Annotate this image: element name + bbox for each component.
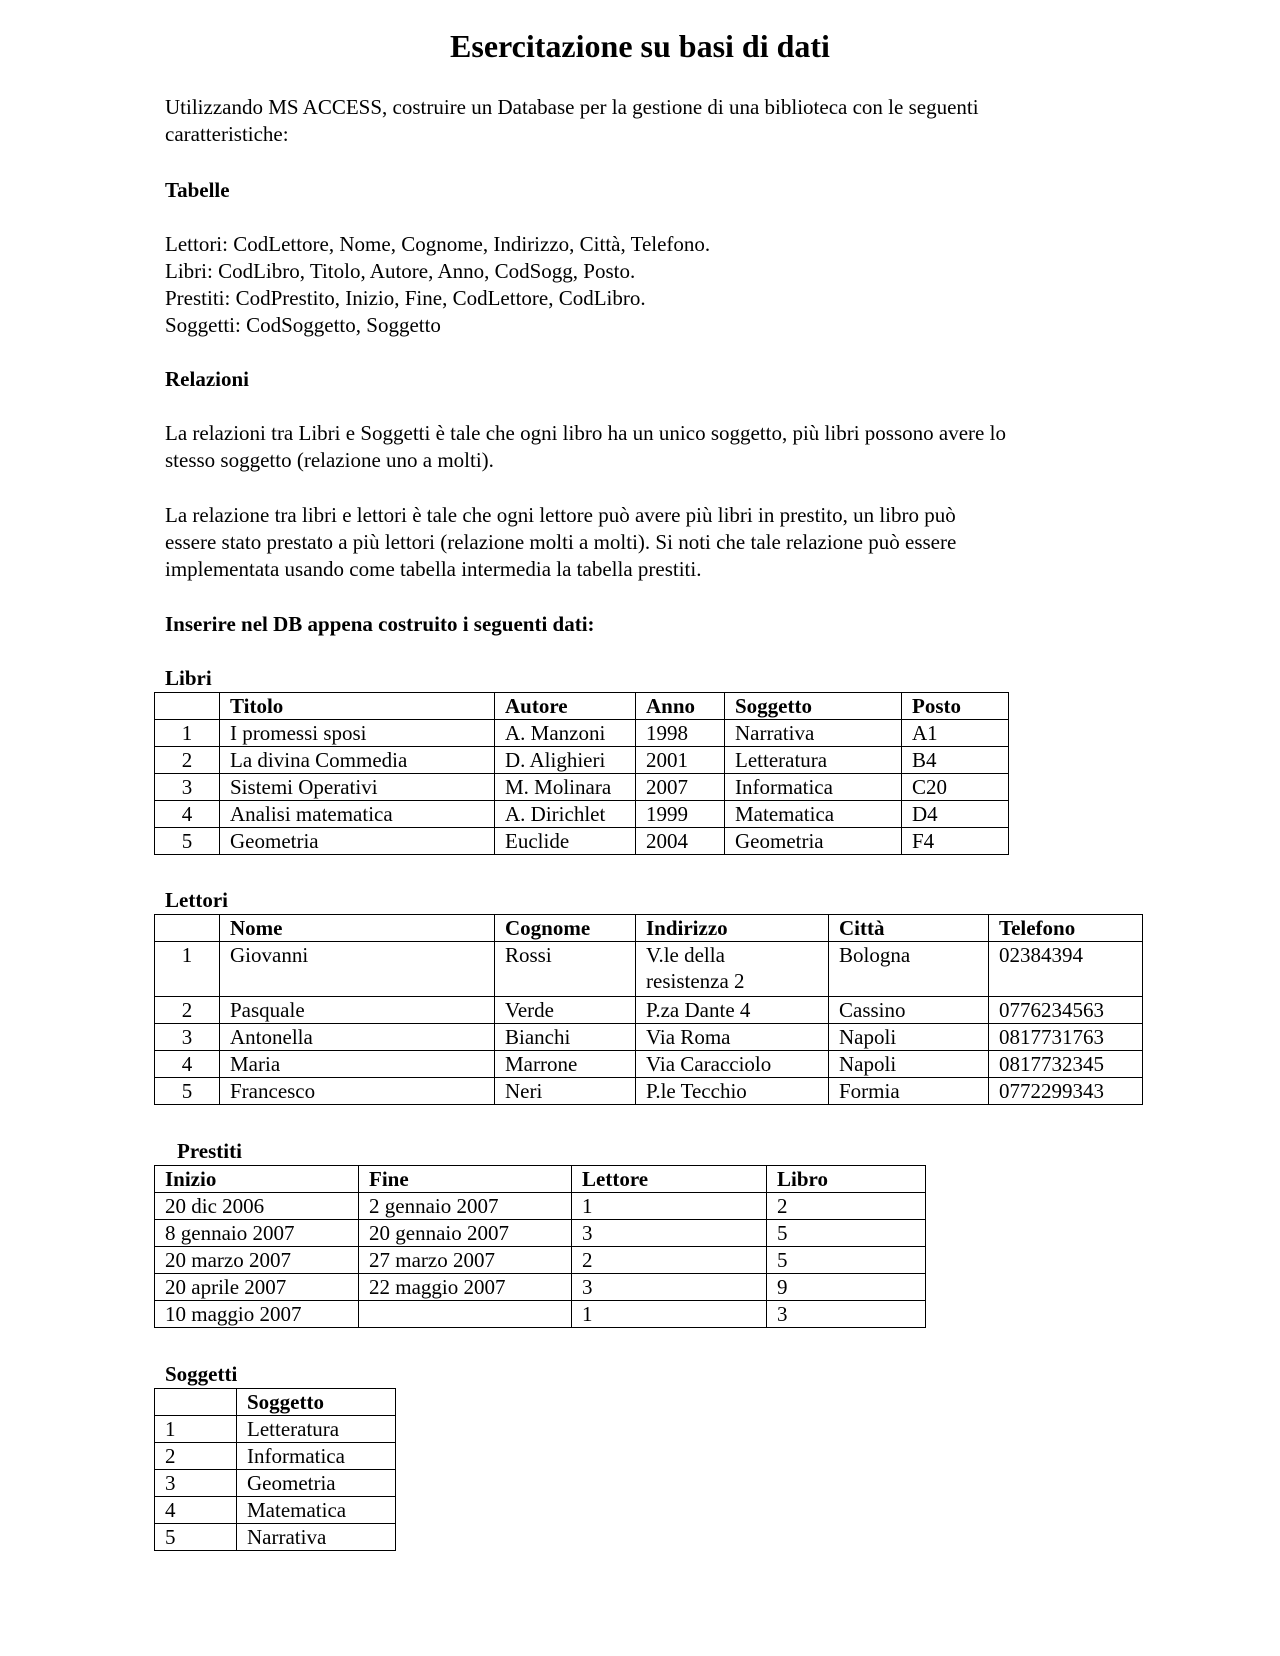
table-cell — [636, 942, 829, 997]
libri-caption: Libri — [165, 666, 212, 690]
lettori-table — [154, 914, 1143, 1105]
tabelle-line: Soggetti: CodSoggetto, Soggetto — [165, 313, 441, 337]
table-cell: 2004 — [636, 828, 725, 855]
column-header: Titolo — [220, 693, 495, 720]
table-cell: 0772299343 — [989, 1078, 1143, 1105]
column-header — [155, 693, 220, 720]
table-cell: 0776234563 — [989, 997, 1143, 1024]
table-cell: 10 maggio 2007 — [155, 1301, 359, 1328]
table-cell: Matematica — [725, 801, 902, 828]
table-cell: Napoli — [829, 1051, 989, 1078]
table-cell: La divina Commedia — [220, 747, 495, 774]
table-cell — [359, 1301, 572, 1328]
table-cell: F4 — [902, 828, 1009, 855]
relazioni-line: La relazione tra libri e lettori è tale che ogni lettore può avere più libri in prestito, un libro può — [165, 503, 956, 527]
table-cell: 2 — [767, 1193, 926, 1220]
table-cell: 2 — [155, 1443, 237, 1470]
column-header: Libro — [767, 1166, 926, 1193]
table-cell: 3 — [155, 1470, 237, 1497]
table-cell: 5 — [155, 1524, 237, 1551]
tabelle-line: Libri: CodLibro, Titolo, Autore, Anno, CodSogg, Posto. — [165, 259, 636, 283]
table-cell: 5 — [155, 1078, 220, 1105]
table-cell: A. Manzoni — [495, 720, 636, 747]
table-row — [155, 997, 1143, 1024]
table-cell: Antonella — [220, 1024, 495, 1051]
table-cell: 2001 — [636, 747, 725, 774]
table-row — [155, 720, 1009, 747]
table-cell: 20 aprile 2007 — [155, 1274, 359, 1301]
soggetti-caption: Soggetti — [165, 1362, 238, 1386]
table-cell: 02384394 — [989, 942, 1143, 997]
lettori-caption: Lettori — [165, 888, 228, 912]
table-cell: Geometria — [725, 828, 902, 855]
cell-line: resistenza 2 — [646, 969, 745, 993]
table-cell: 1 — [572, 1301, 767, 1328]
column-header: Anno — [636, 693, 725, 720]
table-cell: Informatica — [725, 774, 902, 801]
table-cell: 3 — [572, 1274, 767, 1301]
table-cell: 4 — [155, 1051, 220, 1078]
table-header-row — [155, 1166, 926, 1193]
table-cell: I promessi sposi — [220, 720, 495, 747]
table-row — [155, 1301, 926, 1328]
column-header: Indirizzo — [636, 915, 829, 942]
table-row — [155, 828, 1009, 855]
table-cell: Matematica — [237, 1497, 396, 1524]
table-row — [155, 1051, 1143, 1078]
table-row — [155, 1078, 1143, 1105]
table-cell: B4 — [902, 747, 1009, 774]
table-header-row — [155, 915, 1143, 942]
page-title: Esercitazione su basi di dati — [450, 28, 830, 64]
table-cell: 5 — [767, 1220, 926, 1247]
table-cell: Letteratura — [725, 747, 902, 774]
table-row — [155, 1274, 926, 1301]
table-row — [155, 1524, 396, 1551]
table-cell: M. Molinara — [495, 774, 636, 801]
table-row — [155, 1416, 396, 1443]
intro-line: Utilizzando MS ACCESS, costruire un Database per la gestione di una biblioteca con le seguenti — [165, 95, 979, 119]
table-cell: 2 — [155, 997, 220, 1024]
table-cell: Narrativa — [237, 1524, 396, 1551]
table-row — [155, 774, 1009, 801]
table-row — [155, 1024, 1143, 1051]
table-cell: D4 — [902, 801, 1009, 828]
column-header: Nome — [220, 915, 495, 942]
table-cell: C20 — [902, 774, 1009, 801]
table-cell: Via Caracciolo — [636, 1051, 829, 1078]
table-cell: 5 — [767, 1247, 926, 1274]
relazioni-line: essere stato prestato a più lettori (relazione molti a molti). Si noti che tale relazione può essere — [165, 530, 957, 554]
relazioni-paragraph-2 — [165, 502, 1125, 583]
table-header-row — [155, 693, 1009, 720]
table-cell: Sistemi Operativi — [220, 774, 495, 801]
tabelle-line: Prestiti: CodPrestito, Inizio, Fine, CodLettore, CodLibro. — [165, 286, 646, 310]
column-header: Lettore — [572, 1166, 767, 1193]
table-cell: Letteratura — [237, 1416, 396, 1443]
prestiti-caption: Prestiti — [177, 1139, 242, 1163]
column-header — [155, 1389, 237, 1416]
table-cell: Via Roma — [636, 1024, 829, 1051]
column-header: Fine — [359, 1166, 572, 1193]
table-cell: 2007 — [636, 774, 725, 801]
table-cell: 20 marzo 2007 — [155, 1247, 359, 1274]
relazioni-heading: Relazioni — [165, 367, 249, 391]
table-cell: Formia — [829, 1078, 989, 1105]
table-header-row — [155, 1389, 396, 1416]
tabelle-heading: Tabelle — [165, 178, 230, 202]
relazioni-line: La relazioni tra Libri e Soggetti è tale che ogni libro ha un unico soggetto, più libri possono avere lo — [165, 421, 1006, 445]
table-cell: 9 — [767, 1274, 926, 1301]
table-cell: 3 — [155, 1024, 220, 1051]
table-cell: Giovanni — [220, 942, 495, 997]
table-cell: 8 gennaio 2007 — [155, 1220, 359, 1247]
column-header: Inizio — [155, 1166, 359, 1193]
table-row — [155, 1220, 926, 1247]
intro-line: caratteristiche: — [165, 122, 289, 146]
table-cell: Analisi matematica — [220, 801, 495, 828]
table-cell: Francesco — [220, 1078, 495, 1105]
table-cell: Bologna — [829, 942, 989, 997]
table-row — [155, 1193, 926, 1220]
column-header: Soggetto — [725, 693, 902, 720]
column-header: Soggetto — [237, 1389, 396, 1416]
table-cell: 1 — [572, 1193, 767, 1220]
table-row — [155, 1443, 396, 1470]
relazioni-line: implementata usando come tabella intermedia la tabella prestiti. — [165, 557, 702, 581]
table-cell: 1 — [155, 720, 220, 747]
table-cell: Euclide — [495, 828, 636, 855]
tabelle-list — [165, 231, 1125, 339]
table-cell: 3 — [767, 1301, 926, 1328]
prestiti-table — [154, 1165, 926, 1328]
table-cell: Verde — [495, 997, 636, 1024]
soggetti-table — [154, 1388, 396, 1551]
column-header: Autore — [495, 693, 636, 720]
table-cell: 1 — [155, 1416, 237, 1443]
table-cell: 1999 — [636, 801, 725, 828]
column-header: Posto — [902, 693, 1009, 720]
table-row — [155, 1247, 926, 1274]
table-cell: 1998 — [636, 720, 725, 747]
table-cell: Pasquale — [220, 997, 495, 1024]
table-cell: 2 gennaio 2007 — [359, 1193, 572, 1220]
insert-heading: Inserire nel DB appena costruito i seguenti dati: — [165, 612, 595, 636]
table-cell: Maria — [220, 1051, 495, 1078]
table-cell: 4 — [155, 1497, 237, 1524]
column-header: Cognome — [495, 915, 636, 942]
table-cell: 27 marzo 2007 — [359, 1247, 572, 1274]
table-row — [155, 1470, 396, 1497]
column-header: Città — [829, 915, 989, 942]
table-cell: D. Alighieri — [495, 747, 636, 774]
libri-table — [154, 692, 1009, 855]
column-header — [155, 915, 220, 942]
cell-line: V.le della — [646, 943, 725, 967]
table-cell: 3 — [155, 774, 220, 801]
table-cell: 0817732345 — [989, 1051, 1143, 1078]
table-cell: 20 dic 2006 — [155, 1193, 359, 1220]
table-cell: Geometria — [237, 1470, 396, 1497]
table-cell: P.za Dante 4 — [636, 997, 829, 1024]
table-cell: 20 gennaio 2007 — [359, 1220, 572, 1247]
table-cell: Neri — [495, 1078, 636, 1105]
table-cell: 0817731763 — [989, 1024, 1143, 1051]
table-cell: Cassino — [829, 997, 989, 1024]
table-row — [155, 942, 1143, 997]
table-cell: Informatica — [237, 1443, 396, 1470]
table-cell: P.le Tecchio — [636, 1078, 829, 1105]
table-cell: Narrativa — [725, 720, 902, 747]
table-cell: Napoli — [829, 1024, 989, 1051]
table-cell: 4 — [155, 801, 220, 828]
table-row — [155, 801, 1009, 828]
tabelle-line: Lettori: CodLettore, Nome, Cognome, Indirizzo, Città, Telefono. — [165, 232, 711, 256]
table-cell: Rossi — [495, 942, 636, 997]
table-row — [155, 1497, 396, 1524]
table-row — [155, 747, 1009, 774]
table-cell: Marrone — [495, 1051, 636, 1078]
table-cell: A1 — [902, 720, 1009, 747]
table-cell: 2 — [155, 747, 220, 774]
table-cell: 1 — [155, 942, 220, 997]
table-cell: Bianchi — [495, 1024, 636, 1051]
table-cell: 3 — [572, 1220, 767, 1247]
table-cell: 5 — [155, 828, 220, 855]
table-cell: 22 maggio 2007 — [359, 1274, 572, 1301]
relazioni-line: stesso soggetto (relazione uno a molti). — [165, 448, 494, 472]
column-header: Telefono — [989, 915, 1143, 942]
table-cell: 2 — [572, 1247, 767, 1274]
table-cell: A. Dirichlet — [495, 801, 636, 828]
intro-paragraph — [165, 94, 1125, 148]
table-cell: Geometria — [220, 828, 495, 855]
relazioni-paragraph-1 — [165, 420, 1125, 474]
